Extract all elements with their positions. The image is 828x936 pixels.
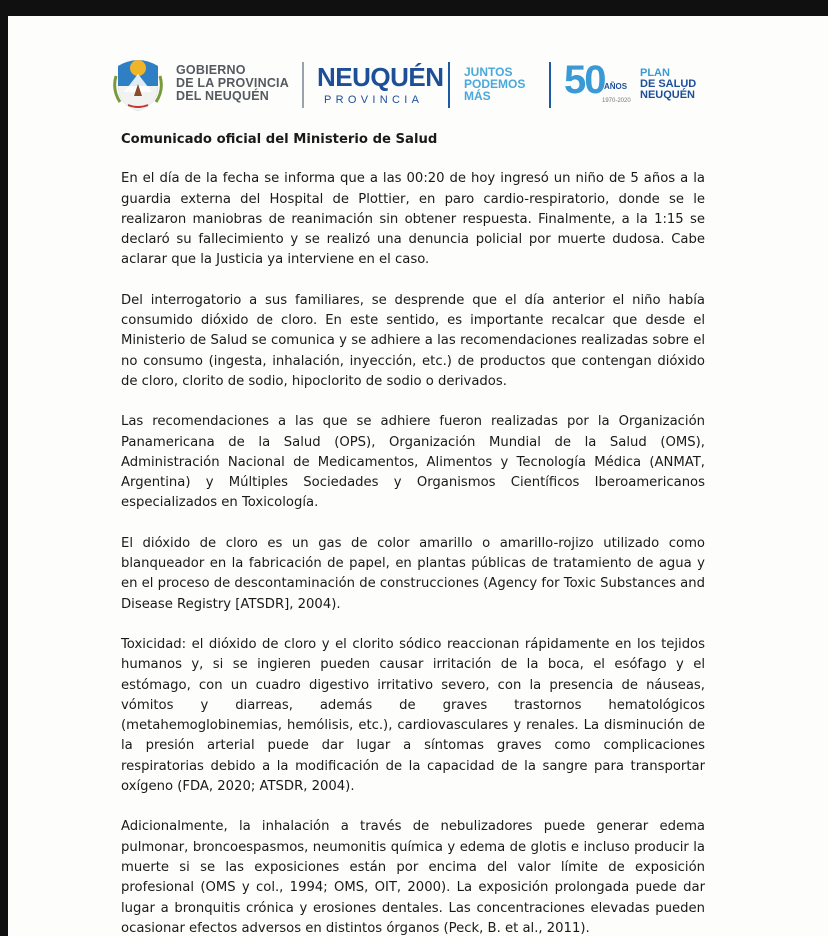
divider xyxy=(549,62,551,108)
paragraph: Del interrogatorio a sus familiares, se desprende que el día anterior el niño había consumido dióxido de cloro. En este sentido, es importante recalcar que desde el Ministerio de Salud se comunica y se adhiere a las recomendaciones realizadas sobre el no consumo (ingesta, inhalación, inyección, etc.) de productos que contengan dióxido de cloro, clorito de sodio, hipoclorito de sodio o derivados. xyxy=(121,292,705,389)
paragraph: Toxicidad: el dióxido de cloro y el clorito sódico reaccionan rápidamente en los tejidos humanos y, si se ingieren pueden causar irritación de la boca, el esófago y el estómago, con un cuadro digestivo irritativo severo, con la presencia de náuseas, vómitos y diarreas, además de graves trastornos hematológicos (metahemoglobinemias, hemólisis, etc.), cardiovasculares y renales. La disminución de la presión arterial puede dar lugar a síntomas graves como complicaciones respiratorias debido a la modificación de la capacidad de la sangre para transportar oxígeno (FDA, 2020; ATSDR, 2004). xyxy=(121,636,705,795)
anniversary-years: 1970-2020 xyxy=(602,98,631,104)
divider xyxy=(448,62,450,108)
plan-de-salud-logo: PLAN DE SALUD NEUQUÉN xyxy=(640,67,697,101)
paragraph: El dióxido de cloro es un gas de color amarillo o amarillo-rojizo utilizado como blanqueador en la fabricación de papel, en plantas públicas de tratamiento de agua y en el proceso de descontaminación de construcciones (Agency for Toxic Substances and Disease Registry [ATSDR], 2004). xyxy=(121,535,705,612)
juntos-podemos-mas-slogan: JUNTOS PODEMOS MÁS xyxy=(464,65,526,103)
paragraph: En el día de la fecha se informa que a las 00:20 de hoy ingresó un niño de 5 años a la guardia externa del Hospital de Plottier, en paro cardio-respiratorio, donde se le realizaron maniobras de reanimación sin obtener respuesta. Finalmente, a la 1:15 se declaró su fallecimiento y se realizó una denuncia policial por muerte dudosa. Cabe aclarar que la Justicia ya interviene en el caso. xyxy=(121,171,705,268)
letterhead xyxy=(112,56,712,128)
provincial-coat-of-arms-icon xyxy=(112,56,164,112)
document-body xyxy=(121,130,705,936)
anniversary-label: AÑOS xyxy=(604,82,628,91)
paragraph: Adicionalmente, la inhalación a través de nebulizadores puede generar edema pulmonar, broncoespasmos, neumonitis química y edema de glotis e incluso producir la muerte si se las exposiciones están por encima del valor límite de exposición profesional (OMS y col., 1994; OMS, OIT, 2000). La exposición prolongada puede dar lugar a bronquitis crónica y erosiones dentales. Las concentraciones elevadas pueden ocasionar efectos adversos en distintos órganos (Peck, B. et al., 2011). xyxy=(121,819,705,936)
provincia-wordmark: PROVINCIA xyxy=(324,94,424,106)
anniversary-50-logo: 50 xyxy=(564,58,605,102)
document-page xyxy=(8,16,828,936)
gobierno-wordmark: GOBIERNO DE LA PROVINCIA DEL NEUQUÉN xyxy=(176,63,289,103)
paragraph: Las recomendaciones a las que se adhiere fueron realizadas por la Organización Panamericana de la Salud (OPS), Organización Mundial de la Salud (OMS), Administración Nacional de Medicamentos, Alimentos y Tecnología Médica (ANMAT, Argentina) y Múltiples Sociedades y Organismos Científicos Iberoamericanos especializados en Toxicología. xyxy=(121,414,705,511)
neuquen-wordmark: NEUQUÉN xyxy=(317,62,444,92)
document-title: Comunicado oficial del Ministerio de Salud xyxy=(121,132,438,147)
divider xyxy=(302,62,304,108)
